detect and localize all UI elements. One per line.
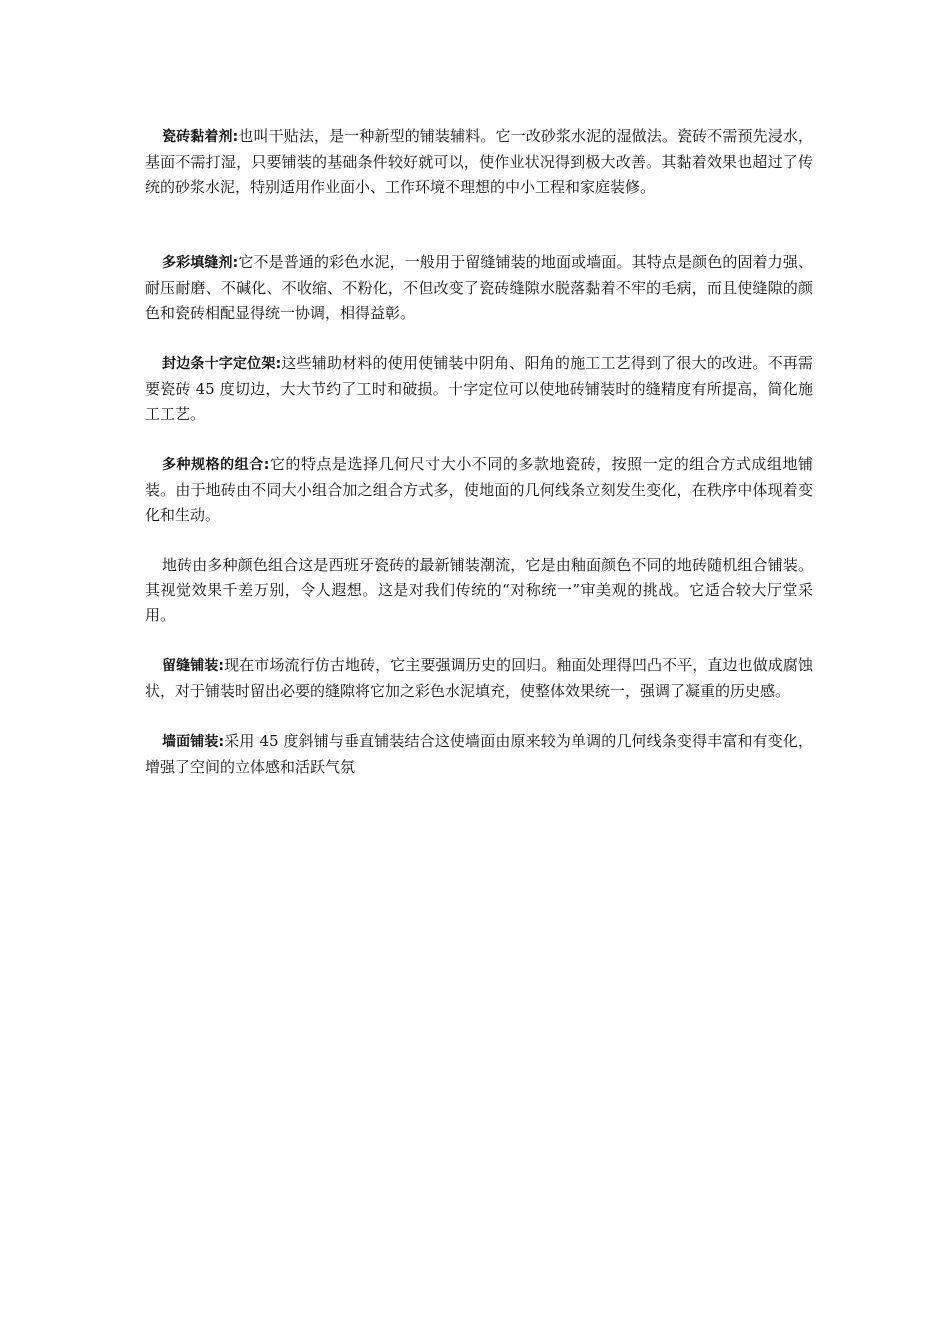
- paragraph-size-combination: [145, 452, 813, 528]
- paragraph-spacer: [145, 326, 813, 351]
- term-edge-strip-cross-spacer: 封边条十字定位架: [162, 356, 276, 372]
- paragraph-color-combination: [145, 553, 813, 628]
- term-colored-grout: 多彩填缝剂: [162, 255, 233, 271]
- term-separator: :: [263, 457, 270, 473]
- paragraph-colored-grout: [145, 250, 813, 326]
- term-separator: :: [232, 255, 239, 271]
- paragraph-spacer: [145, 427, 813, 452]
- term-size-combination: 多种规格的组合: [162, 457, 264, 473]
- paragraph-gap-laying: [145, 653, 813, 704]
- paragraph-spacer: [145, 704, 813, 729]
- term-separator: :: [232, 129, 239, 145]
- term-separator: :: [218, 734, 225, 750]
- term-tile-adhesive: 瓷砖黏着剂: [162, 129, 233, 145]
- paragraph-text: 它的特点是选择几何尺寸大小不同的多款地瓷砖，按照一定的组合方式成组地铺装。由于地砖由不同大小组合加之组合方式多，使地面的几何线条立刻发生变化，在秩序中体现着变化和生动。: [145, 455, 813, 524]
- paragraph-text: 采用 45 度斜铺与垂直铺装结合这使墙面由原来较为单调的几何线条变得丰富和有变化，增强了空间的立体感和活跃气氛: [145, 732, 813, 776]
- paragraph-spacer: [145, 628, 813, 653]
- paragraph-text: 它不是普通的彩色水泥，一般用于留缝铺装的地面或墙面。其特点是颜色的固着力强、耐压耐磨、不碱化、不收缩、不粉化，不但改变了瓷砖缝隙水脱落黏着不牢的毛病，而且使缝隙的颜色和瓷砖相配显得统一协调，相得益彰。: [145, 253, 813, 322]
- document-body: [145, 124, 813, 780]
- term-wall-laying: 墙面铺装: [162, 734, 219, 750]
- paragraph-text: 地砖由多种颜色组合这是西班牙瓷砖的最新铺装潮流，它是由釉面颜色不同的地砖随机组合铺装。其视觉效果千差万别，令人遐想。这是对我们传统的“对称统一”审美观的挑战。它适合较大厅堂采用。: [145, 556, 813, 624]
- term-separator: :: [275, 356, 282, 372]
- paragraph-text: 现在市场流行仿古地砖，它主要强调历史的回归。釉面处理得凹凸不平，直边也做成腐蚀状，对于铺装时留出必要的缝隙将它加之彩色水泥填充，使整体效果统一，强调了凝重的历史感。: [145, 656, 814, 700]
- paragraph-spacer: [145, 528, 813, 553]
- term-gap-laying: 留缝铺装: [162, 658, 219, 674]
- paragraph-edge-strip-cross-spacer: [145, 351, 813, 427]
- term-separator: :: [218, 658, 225, 674]
- paragraph-tile-adhesive: [145, 124, 813, 200]
- paragraph-text: 也叫干贴法，是一种新型的铺装辅料。它一改砂浆水泥的湿做法。瓷砖不需预先浸水，基面不需打湿，只要铺装的基础条件较好就可以，使作业状况得到极大改善。其黏着效果也超过了传统的砂浆水泥，特别适用作业面小、工作环境不理想的中小工程和家庭装修。: [145, 127, 813, 196]
- paragraph-spacer: [145, 200, 813, 250]
- paragraph-wall-laying: [145, 729, 813, 780]
- paragraph-text: 这些辅助材料的使用使铺装中阴角、阳角的施工工艺得到了很大的改进。不再需要瓷砖 45 度切边，大大节约了工时和破损。十字定位可以使地砖铺装时的缝精度有所提高，简化施工工艺。: [145, 354, 813, 423]
